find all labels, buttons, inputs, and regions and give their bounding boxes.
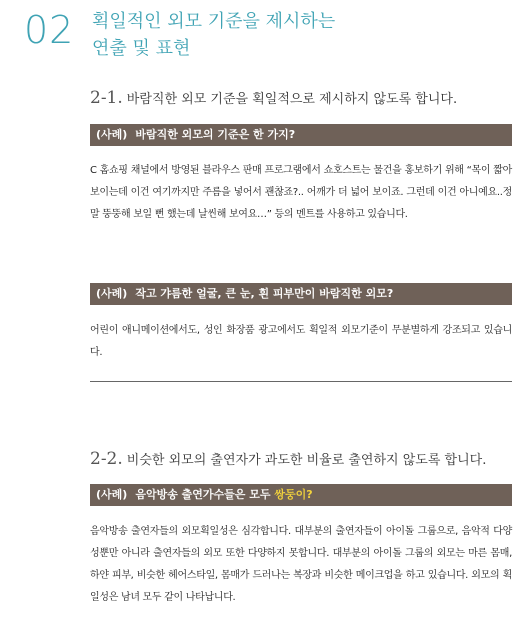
section-heading-text: 바람직한 외모 기준을 획일적으로 제시하지 않도록 합니다. [126, 92, 458, 107]
case-tag: (사례) [96, 488, 128, 501]
chapter-title-line2: 연출 및 표현 [92, 38, 191, 59]
case-bar-2 [90, 283, 512, 305]
section-heading-2-2 [90, 449, 486, 469]
chapter-title [92, 8, 452, 62]
case-title: 음악방송 출연가수들은 모두 [135, 488, 275, 501]
case-title: 작고 갸름한 얼굴, 큰 눈, 흰 피부만이 바람직한 외모? [135, 287, 394, 300]
case-bar-3 [90, 484, 512, 506]
case-title-highlight: 쌍둥이? [274, 488, 313, 501]
case-tag: (사례) [96, 128, 128, 141]
section-heading-2-1 [90, 88, 457, 108]
case-title: 바람직한 외모의 기준은 한 가지? [135, 128, 296, 141]
case-body-3: 음악방송 출연자들의 외모획일성은 심각합니다. 대부분의 출연자들이 아이돌 그룹으로, 음악적 다양성뿐만 아니라 출연자들의 외모 또한 다양하지 못합니다. 대부분의 아이돌 그룹의 외모는 마른 몸매, 하얀 피부, 비슷한 헤어스타일, 몸매가 드러나는 복장과 비슷한 메이크업을 하고 있습니다. 외모의 획일성은 남녀 모두 같이 나타납니다. [90, 526, 512, 603]
case-bar-1 [90, 124, 512, 146]
chapter-title-line1: 획일적인 외모 기준을 제시하는 [92, 11, 336, 32]
case-body-2: 어린이 애니메이션에서도, 성인 화장품 광고에서도 획일적 외모기준이 무분별하게 강조되고 있습니다. [90, 325, 512, 358]
case-tag: (사례) [96, 287, 128, 300]
section-number: 2-1. [90, 88, 123, 108]
section-number: 2-2. [90, 449, 123, 469]
section-divider [90, 381, 512, 382]
chapter-number: 02 [24, 8, 75, 52]
case-body-1: C 홈쇼핑 채널에서 방영된 블라우스 판매 프로그램에서 쇼호스트는 물건을 홍보하기 위해 “목이 짧아보이는데 이건 여기까지만 주름을 넣어서 괜찮죠?.. 어깨가 더 넓어 보이죠. 그런데 이건 아니예요..정말 뚱뚱해 보일 뻔 했는데 날씬해 보여요…” 등의 멘트를 사용하고 있습니다. [90, 165, 512, 220]
section-heading-text: 비슷한 외모의 출연자가 과도한 비율로 출연하지 않도록 합니다. [126, 453, 487, 468]
